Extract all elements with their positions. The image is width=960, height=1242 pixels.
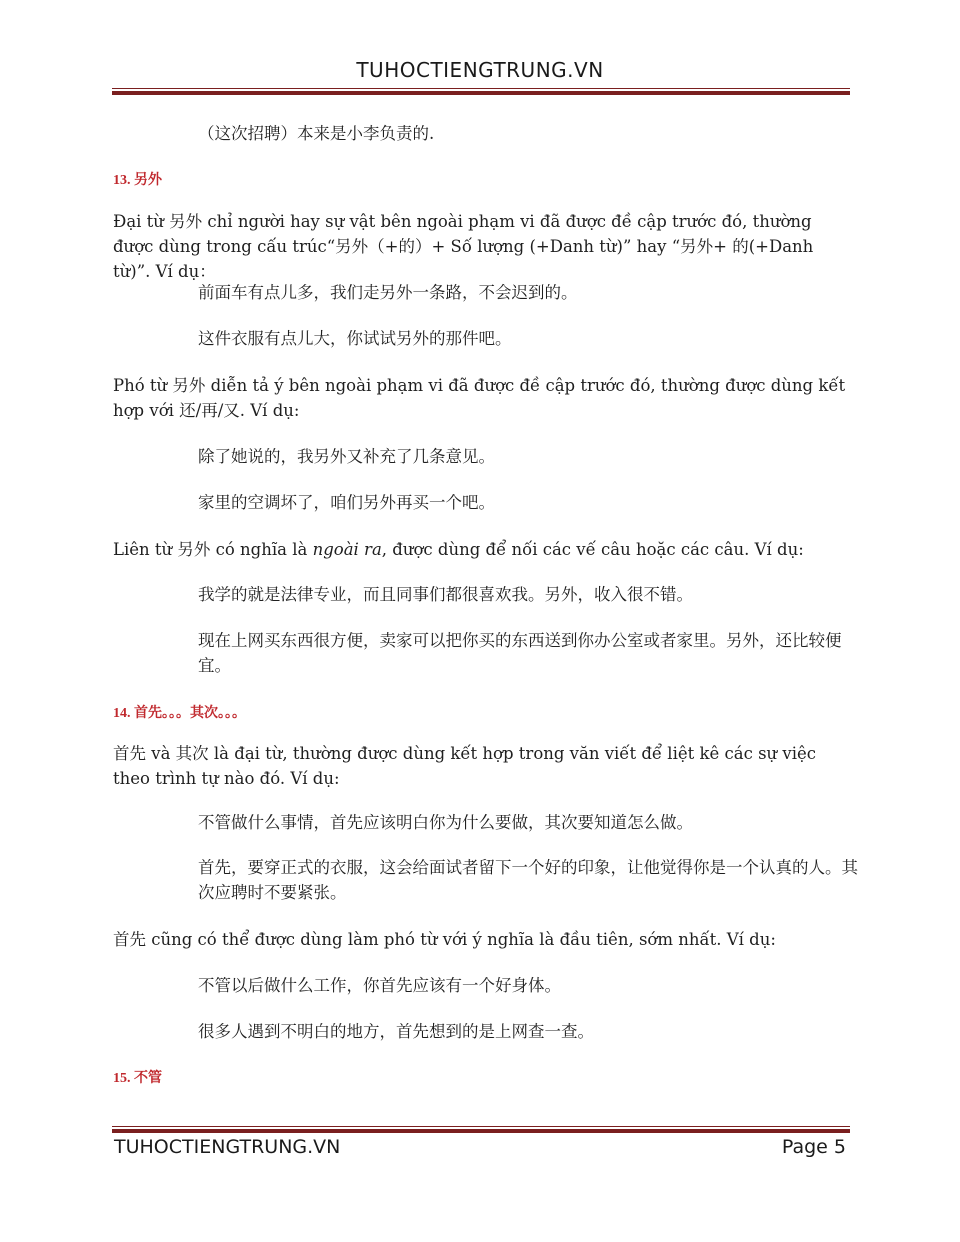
page-number: Page 5 (781, 1136, 846, 1158)
example-sentence: 首先，要穿正式的衣服，这会给面试者留下一个好的印象，让他觉得你是一个认真的人。其次应聘时不要紧张。 (198, 858, 858, 902)
paragraph (113, 537, 853, 562)
example-sentence: 现在上网买东西很方便，卖家可以把你买的东西送到你办公室或者家里。另外，还比较便宜。 (198, 631, 842, 675)
example-sentence: 除了她说的，我另外又补充了几条意见。 (198, 447, 495, 466)
section-heading-13: 13. 另外 (113, 173, 162, 188)
section-heading-15: 15. 不管 (113, 1071, 162, 1086)
example-sentence: 家里的空调坏了，咱们另外再买一个吧。 (198, 493, 495, 512)
section-heading-14: 14. 首先。。。其次。。。 (113, 706, 246, 721)
paragraph-text: Liên từ 另外 có nghĩa là (113, 540, 313, 559)
header-rule (112, 88, 850, 95)
example-sentence: （这次招聘）本来是小李负责的. (198, 124, 435, 143)
paragraph: Phó từ 另外 diễn tả ý bên ngoài phạm vi đã được đề cập trước đó, thường được dùng kết hợp với 还/再/又. Ví dụ: (113, 376, 846, 420)
example-sentence: 前面车有点儿多，我们走另外一条路，不会迟到的。 (198, 283, 578, 302)
paragraph-text: , được dùng để nối các vế câu hoặc các câu. Ví dụ: (381, 540, 804, 559)
example-sentence: 这件衣服有点儿大，你试试另外的那件吧。 (198, 329, 512, 348)
example-sentence: 不管做什么事情，首先应该明白你为什么要做，其次要知道怎么做。 (198, 813, 693, 832)
header-title: TUHOCTIENGTRUNG.VN (356, 58, 604, 82)
example-sentence: 不管以后做什么工作，你首先应该有一个好身体。 (198, 976, 561, 995)
footer-site: TUHOCTIENGTRUNG.VN (114, 1136, 341, 1158)
italic-term: ngoài ra (312, 540, 382, 559)
footer-rule (112, 1126, 850, 1133)
paragraph: 首先 và 其次 là đại từ, thường được dùng kết hợp trong văn viết để liệt kê các sự việc theo trình tự nào đó. Ví dụ: (113, 744, 817, 788)
paragraph: 首先 cũng có thể được dùng làm phó từ với ý nghĩa là đầu tiên, sớm nhất. Ví dụ: (113, 930, 776, 949)
example-sentence: 我学的就是法律专业，而且同事们都很喜欢我。另外，收入很不错。 (198, 585, 693, 604)
example-sentence: 很多人遇到不明白的地方，首先想到的是上网查一查。 (198, 1022, 594, 1041)
paragraph: Đại từ 另外 chỉ người hay sự vật bên ngoài phạm vi đã được đề cập trước đó, thường được dùng trong cấu trúc“另外（+的）+ Số lượng (+Danh từ)” hay “另外+ 的(+Danh từ)”. Ví dụ： (113, 212, 814, 281)
